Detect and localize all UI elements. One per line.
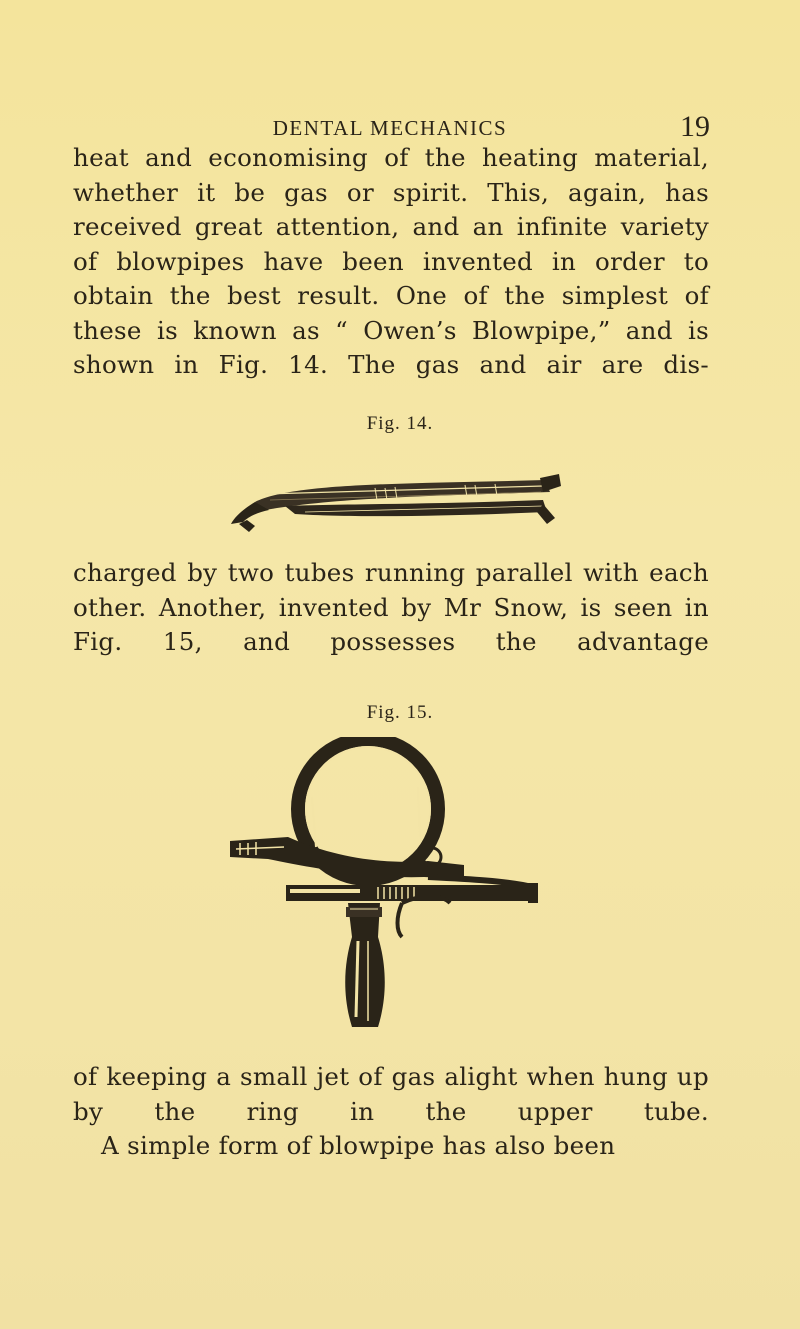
paragraph-1: heat and economising of the heating material, whether it be gas or spirit. This, again, has received great attention, and an infinite variety of blowpipes have been invented in order to obtain the best result. One of the simplest of these is known as “ Owen’s Blowpipe,” and is shown in Fig. 14. The gas and air are dis- [73, 143, 709, 379]
paragraph-2: charged by two tubes running parallel with each other. Another, invented by Mr Snow, is seen in Fig. 15, and possesses the advantage [73, 558, 709, 656]
paragraph-3: of keeping a small jet of gas alight when hung up by the ring in the upper tube. [73, 1062, 709, 1126]
jet-arm [398, 896, 451, 937]
page-number: 19 [680, 110, 710, 143]
running-title: DENTAL MECHANICS [272, 116, 508, 140]
blowpipe-body [255, 480, 550, 516]
handle [345, 903, 385, 1027]
paragraph-4: A simple form of blowpipe has also been [101, 1131, 616, 1160]
figure-14-caption: Fig. 14. [366, 413, 434, 434]
figure-15-caption: Fig. 15. [366, 702, 434, 723]
snows-blowpipe-illustration [228, 737, 568, 1037]
owens-blowpipe-illustration [225, 472, 565, 534]
